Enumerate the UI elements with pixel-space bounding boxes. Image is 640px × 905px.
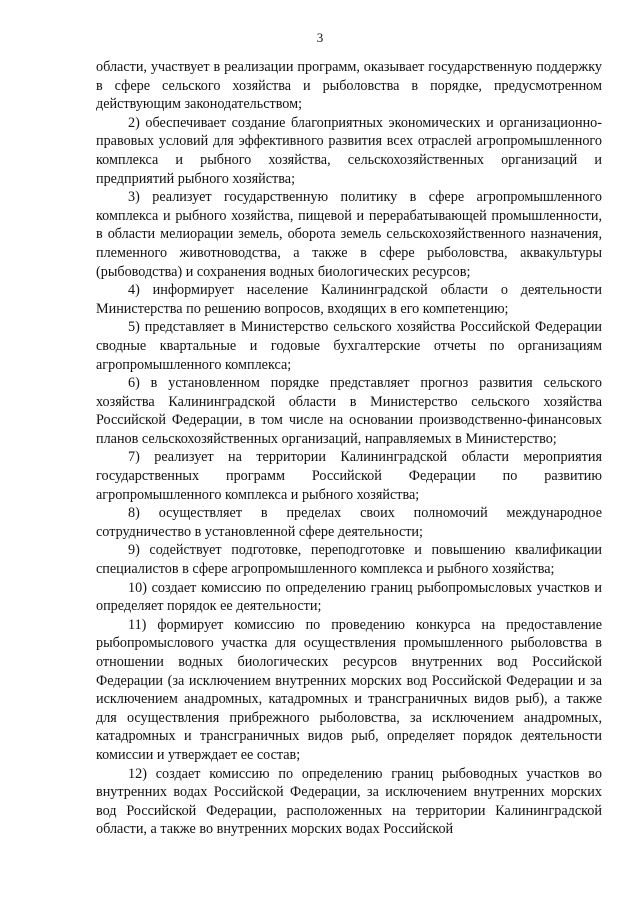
paragraph-item-11: 11) формирует комиссию по проведению конкурса на предоставление рыбопромыслового участка для осуществления промышленного рыболовства в отношении водных биологических ресурсов внутренних вод Российской Федерации (за исключением внутренних морских вод Российской Федерации и за исключением анадромных, катадромных и трансграничных видов рыб), а также для осуществления прибрежного рыболовства, за исключением анадромных, катадромных и трансграничных видов рыб, определяет порядок деятельности комиссии и утверждает ее состав; — [96, 616, 602, 763]
paragraph-continuation: области, участвует в реализации программ, оказывает государственную поддержку в сфере сельского хозяйства и рыболовства в порядке, предусмотренном действующим законодательством; — [96, 59, 602, 113]
paragraph-item-3: 3) реализует государственную политику в сфере агропромышленного комплекса и рыбного хозяйства, пищевой и перерабатывающей промышленности, в области мелиорации земель, оборота земель сельскохозяйственного назначения, племенного животноводства, а также в сфере рыболовства, аквакультуры (рыбоводства) и сохранения водных биологических ресурсов; — [96, 189, 602, 280]
paragraph-item-12: 12) создает комиссию по определению границ рыбоводных участков во внутренних водах Российской Федерации, за исключением внутренних морских вод Российской Федерации, расположенных на территории Калининградской области, а также во внутренних морских водах Российской — [96, 765, 602, 838]
paragraph-item-5: 5) представляет в Министерство сельского хозяйства Российской Федерации сводные квартальные и годовые бухгалтерские отчеты по организациям агропромышленного комплекса; — [96, 319, 602, 373]
document-body — [96, 58, 602, 839]
paragraph-item-9: 9) содействует подготовке, переподготовке и повышению квалификации специалистов в сфере агропромышленного комплекса и рыбного хозяйства; — [96, 542, 602, 578]
page-number: 3 — [316, 30, 324, 45]
paragraph-item-2: 2) обеспечивает создание благоприятных экономических и организационно-правовых условий для эффективного развития всех отраслей агропромышленного комплекса и рыбного хозяйства, сельскохозяйственных организаций и предприятий рыбного хозяйства; — [96, 114, 602, 187]
paragraph-item-6: 6) в установленном порядке представляет прогноз развития сельского хозяйства Калининградской области в Министерство сельского хозяйства Российской Федерации, в том числе на основании производственно-финансовых планов сельскохозяйственных организаций, направляемых в Министерство; — [96, 375, 602, 447]
paragraph-item-7: 7) реализует на территории Калининградской области мероприятия государственных программ Российской Федерации по развитию агропромышленного комплекса и рыбного хозяйства; — [96, 449, 602, 503]
paragraph-item-4: 4) информирует население Калининградской области о деятельности Министерства по решению вопросов, входящих в его компетенцию; — [96, 282, 602, 317]
paragraph-item-10: 10) создает комиссию по определению границ рыбопромысловых участков и определяет порядок ее деятельности; — [96, 579, 602, 615]
paragraph-item-8: 8) осуществляет в пределах своих полномочий международное сотрудничество в установленной сфере деятельности; — [96, 505, 602, 540]
